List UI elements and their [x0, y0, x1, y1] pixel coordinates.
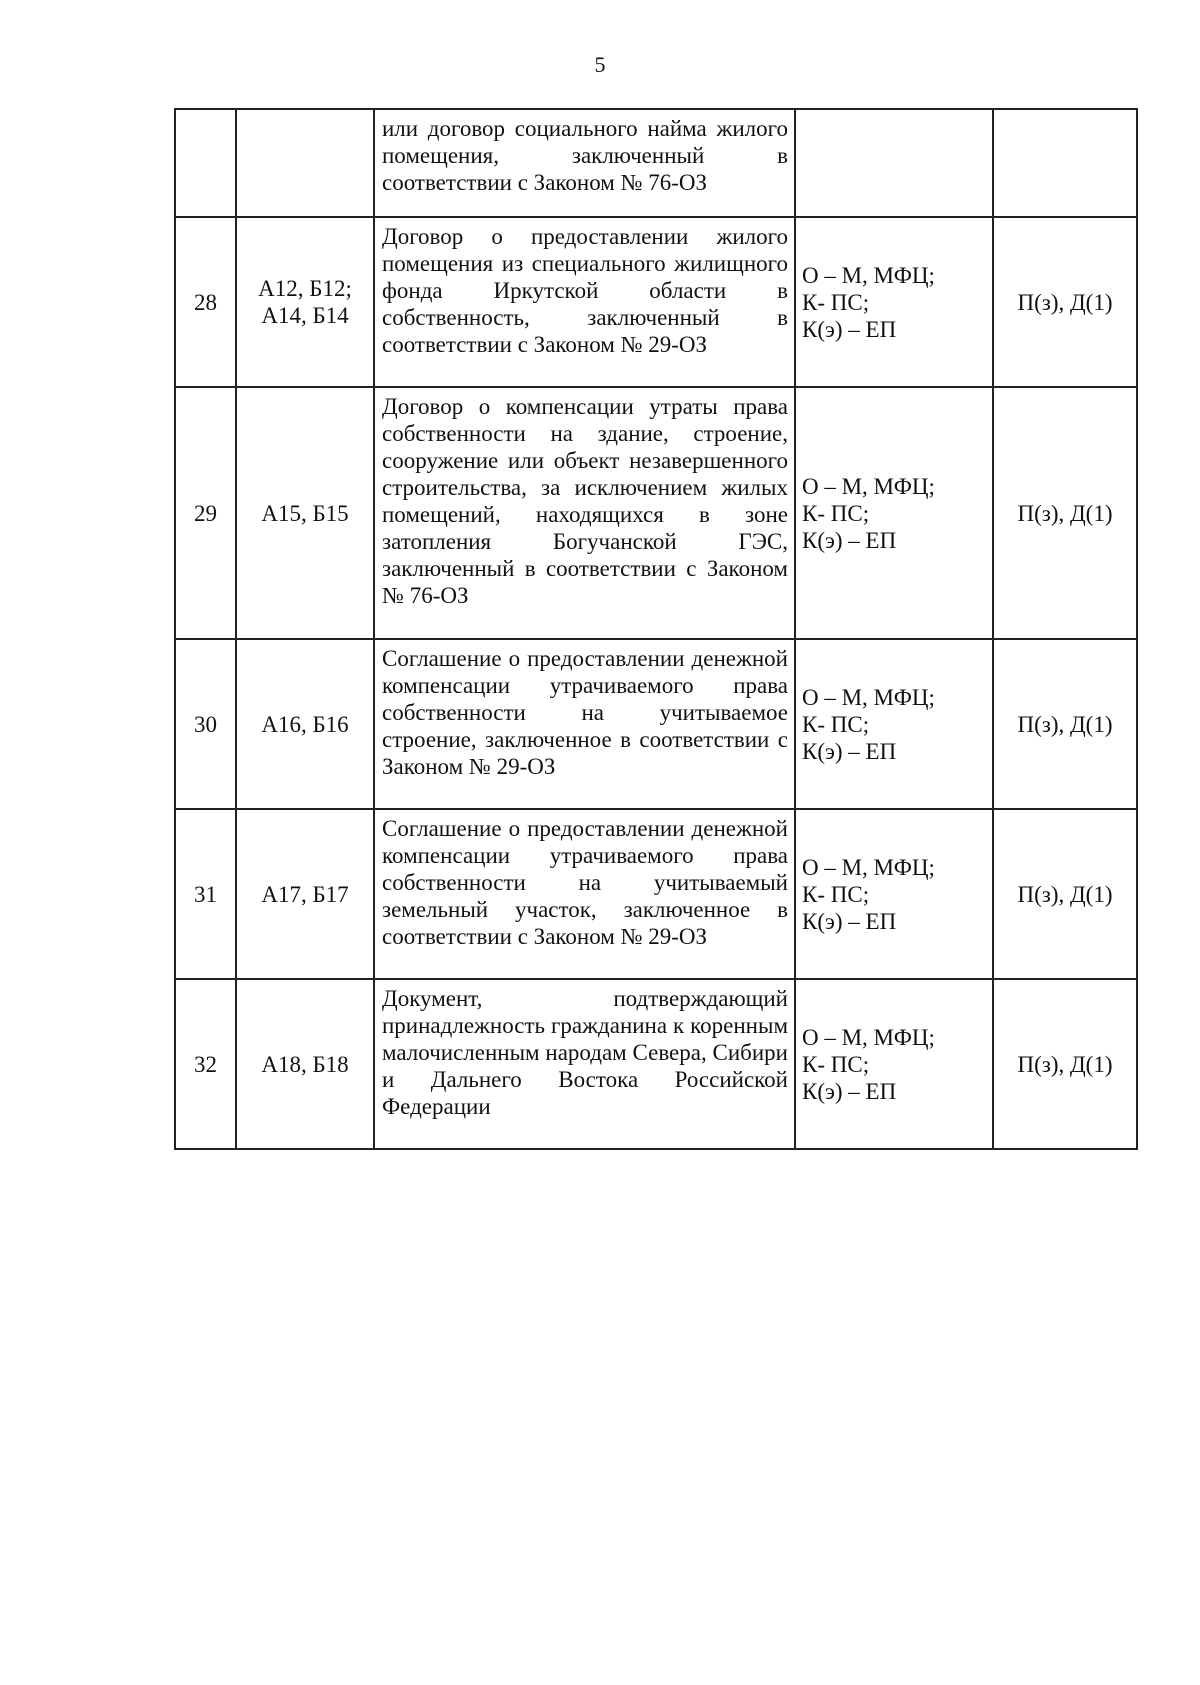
ways-line: К(э) – ЕП [802, 1078, 897, 1104]
row-code-cell [236, 387, 374, 639]
row-form-cell: П(з), Д(1) [993, 639, 1137, 809]
ways-line: К- ПС; [802, 1051, 870, 1077]
ways-line: К(э) – ЕП [802, 316, 897, 342]
table-row [175, 809, 1137, 979]
row-form-cell: П(з), Д(1) [993, 979, 1137, 1149]
code-line: А17, Б17 [261, 881, 349, 907]
row-document-cell: Договор о компенсации утраты права собственности на здание, строение, сооружение или объект незавершенного строительства, за исключением жилых помещений, находящихся в зоне затопления Богучанской ГЭС, заключенный в соответствии с Законом № 76-ОЗ [374, 387, 795, 639]
ways-line: О – М, МФЦ; [802, 262, 935, 288]
row-code-cell [236, 639, 374, 809]
row-document-cell: или договор социального найма жилого помещения, заключенный в соответствии с Законом № 76-ОЗ [374, 109, 795, 217]
row-form-cell: П(з), Д(1) [993, 809, 1137, 979]
table-row [175, 979, 1137, 1149]
documents-table [174, 108, 1138, 1150]
row-submission-ways-cell [795, 639, 993, 809]
row-code-cell [236, 217, 374, 387]
row-submission-ways-cell [795, 387, 993, 639]
row-number-cell: 28 [175, 217, 236, 387]
ways-line: К(э) – ЕП [802, 908, 897, 934]
ways-line: К(э) – ЕП [802, 738, 897, 764]
row-form-cell: П(з), Д(1) [993, 217, 1137, 387]
row-document-cell: Договор о предоставлении жилого помещения из специального жилищного фонда Иркутской области в собственность, заключенный в соответствии с Законом № 29-ОЗ [374, 217, 795, 387]
ways-line: К- ПС; [802, 711, 870, 737]
code-line: А18, Б18 [261, 1051, 349, 1077]
code-line: А12, Б12; [258, 276, 352, 301]
row-submission-ways-cell [795, 217, 993, 387]
row-number-cell: 30 [175, 639, 236, 809]
ways-line: К- ПС; [802, 289, 870, 315]
ways-line: К(э) – ЕП [802, 527, 897, 553]
ways-line: О – М, МФЦ; [802, 1024, 935, 1050]
table-row [175, 387, 1137, 639]
row-form-cell [993, 109, 1137, 217]
row-submission-ways-cell [795, 979, 993, 1149]
table-row-continuation [175, 109, 1137, 217]
row-submission-ways-cell [795, 809, 993, 979]
row-code-cell [236, 809, 374, 979]
row-submission-ways-cell [795, 109, 993, 217]
row-code-cell [236, 109, 374, 217]
table-row [175, 639, 1137, 809]
row-form-cell: П(з), Д(1) [993, 387, 1137, 639]
row-number-cell: 31 [175, 809, 236, 979]
ways-line: К- ПС; [802, 881, 870, 907]
row-number-cell: 32 [175, 979, 236, 1149]
row-document-cell: Соглашение о предоставлении денежной компенсации утрачиваемого права собственности на учитываемый земельный участок, заключенное в соответствии с Законом № 29-ОЗ [374, 809, 795, 979]
ways-line: О – М, МФЦ; [802, 854, 935, 880]
ways-line: К- ПС; [802, 500, 870, 526]
ways-line: О – М, МФЦ; [802, 684, 935, 710]
row-document-cell: Документ, подтверждающий принадлежность гражданина к коренным малочисленным народам Севера, Сибири и Дальнего Востока Российской Федерации [374, 979, 795, 1149]
row-code-cell [236, 979, 374, 1149]
row-number-cell: 29 [175, 387, 236, 639]
ways-line: О – М, МФЦ; [802, 473, 935, 499]
code-line: А15, Б15 [261, 500, 349, 526]
row-number-cell [175, 109, 236, 217]
page-number: 5 [594, 52, 606, 77]
code-line: А14, Б14 [261, 303, 349, 328]
table-row [175, 217, 1137, 387]
row-document-cell: Соглашение о предоставлении денежной компенсации утрачиваемого права собственности на учитываемое строение, заключенное в соответствии с Законом № 29-ОЗ [374, 639, 795, 809]
code-line: А16, Б16 [261, 711, 349, 737]
